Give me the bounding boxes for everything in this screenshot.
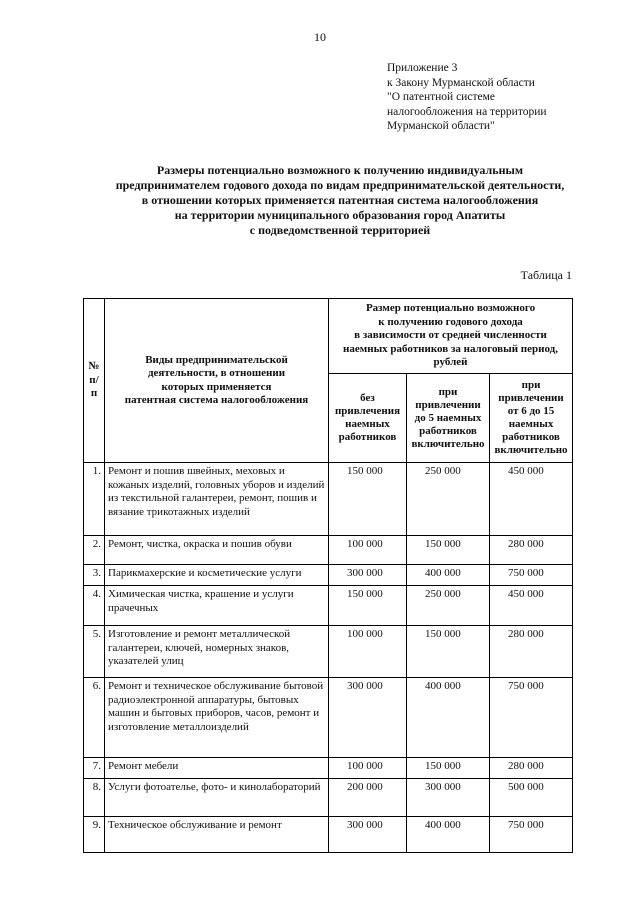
row-activity: Ремонт мебели — [105, 758, 329, 779]
row-value-6-to-15: 500 000 — [490, 779, 573, 817]
header-text: наемных — [508, 418, 554, 430]
header-text: Виды предпринимательской — [145, 353, 288, 366]
title-line: предпринимателем годового дохода по видам предпринимательской деятельности, — [115, 178, 565, 192]
appendix-note — [387, 61, 607, 134]
table-row — [84, 463, 573, 536]
header-no-employees — [329, 374, 407, 463]
row-activity: Химическая чистка, крашение и услуги прачечных — [105, 586, 329, 626]
title-line: на территории муниципального образования город Апатиты — [174, 208, 506, 222]
appendix-line: к Закону Мурманской области — [387, 76, 535, 89]
header-text: привлечении — [415, 398, 481, 411]
row-activity: Услуги фотоателье, фото- и кинолабораторий — [105, 779, 329, 817]
row-value-up-to-5: 150 000 — [407, 626, 490, 678]
row-value-up-to-5: 250 000 — [407, 463, 490, 536]
table-row — [84, 586, 573, 626]
header-text: наемных работников за налоговый период, — [343, 342, 558, 355]
row-number: 3. — [84, 565, 105, 586]
header-text: при — [438, 385, 458, 398]
header-text: наемных — [345, 418, 390, 430]
row-value-up-to-5: 400 000 — [407, 565, 490, 586]
row-value-6-to-15: 750 000 — [490, 817, 573, 853]
header-text: без — [360, 392, 375, 404]
header-text: включительно — [494, 444, 568, 456]
row-value-no-employees: 100 000 — [329, 758, 407, 779]
table-row — [84, 779, 573, 817]
header-up-to-5 — [407, 374, 490, 463]
row-value-up-to-5: 150 000 — [407, 758, 490, 779]
header-text: привлечения — [334, 405, 401, 417]
header-text: включительно — [411, 437, 485, 450]
page-number: 10 — [314, 30, 326, 44]
header-text: которых применяется — [161, 380, 272, 393]
row-value-6-to-15: 450 000 — [490, 463, 573, 536]
row-value-no-employees: 300 000 — [329, 678, 407, 758]
row-value-no-employees: 300 000 — [329, 817, 407, 853]
row-activity: Ремонт и техническое обслуживание бытовой радиоэлектронной аппаратуры, бытовых машин и бытовых приборов, часов, ремонт и изготовление металлоизделий — [105, 678, 329, 758]
row-value-6-to-15: 450 000 — [490, 586, 573, 626]
row-activity: Техническое обслуживание и ремонт — [105, 817, 329, 853]
header-text: к получению годового дохода — [378, 315, 523, 328]
row-number: 6. — [84, 678, 105, 758]
row-value-no-employees: 150 000 — [329, 463, 407, 536]
row-value-no-employees: 150 000 — [329, 586, 407, 626]
document-title — [60, 163, 620, 238]
header-text: от 6 до 15 — [507, 405, 555, 417]
table-row — [84, 678, 573, 758]
row-value-no-employees: 300 000 — [329, 565, 407, 586]
appendix-line: Приложение 3 — [387, 62, 458, 74]
header-text: до 5 наемных — [414, 411, 482, 424]
header-text: работников — [502, 431, 560, 443]
row-activity: Изготовление и ремонт металлической галантереи, ключей, номерных знаков, указателей улиц — [105, 626, 329, 678]
appendix-line: "О патентной системе — [387, 91, 495, 103]
table-row — [84, 565, 573, 586]
table-header-row — [84, 299, 573, 374]
title-line: с подведомственной территорией — [249, 223, 431, 237]
table-row — [84, 758, 573, 779]
header-text: Размер потенциально возможного — [365, 302, 536, 315]
row-value-6-to-15: 280 000 — [490, 758, 573, 779]
table-row — [84, 817, 573, 853]
row-number: 8. — [84, 779, 105, 817]
row-activity: Парикмахерские и косметические услуги — [105, 565, 329, 586]
header-text: п/п — [89, 373, 99, 400]
header-text: № — [88, 360, 100, 373]
table-row — [84, 536, 573, 565]
header-6-to-15 — [490, 374, 573, 463]
row-value-6-to-15: 280 000 — [490, 536, 573, 565]
row-value-up-to-5: 250 000 — [407, 586, 490, 626]
row-number: 4. — [84, 586, 105, 626]
header-text: привлечении — [498, 392, 564, 404]
row-value-up-to-5: 150 000 — [407, 536, 490, 565]
row-value-no-employees: 100 000 — [329, 536, 407, 565]
row-number: 5. — [84, 626, 105, 678]
row-value-6-to-15: 280 000 — [490, 626, 573, 678]
header-income — [329, 299, 573, 374]
header-activity — [105, 299, 329, 463]
row-value-6-to-15: 750 000 — [490, 565, 573, 586]
row-number: 9. — [84, 817, 105, 853]
header-text: патентная система налогообложения — [124, 394, 309, 406]
row-number: 7. — [84, 758, 105, 779]
appendix-line: Мурманской области" — [387, 120, 495, 132]
row-value-up-to-5: 400 000 — [407, 678, 490, 758]
header-text: рублей — [433, 356, 468, 369]
header-text: в зависимости от средней численности — [354, 329, 547, 342]
row-number: 1. — [84, 463, 105, 536]
title-line: Размеры потенциально возможного к получению индивидуальным — [156, 163, 524, 177]
row-activity: Ремонт и пошив швейных, меховых и кожаных изделий, головных уборов и изделий из текстильной галантереи, ремонт, пошив и вязание трикотажных изделий — [105, 463, 329, 536]
table-row — [84, 626, 573, 678]
table-label: Таблица 1 — [520, 268, 572, 282]
row-value-no-employees: 200 000 — [329, 779, 407, 817]
header-text: работников — [338, 431, 397, 443]
header-number — [84, 299, 105, 463]
header-text: при — [521, 379, 541, 391]
row-activity: Ремонт, чистка, окраска и пошив обуви — [105, 536, 329, 565]
appendix-line: налогообложения на территории — [387, 105, 547, 118]
row-value-up-to-5: 400 000 — [407, 817, 490, 853]
income-table — [83, 298, 573, 853]
header-text: работников — [419, 424, 477, 437]
row-value-6-to-15: 750 000 — [490, 678, 573, 758]
row-value-no-employees: 100 000 — [329, 626, 407, 678]
title-line: в отношении которых применяется патентная система налогообложения — [141, 193, 539, 207]
row-number: 2. — [84, 536, 105, 565]
row-value-up-to-5: 300 000 — [407, 779, 490, 817]
header-text: деятельности, в отношении — [147, 367, 286, 379]
